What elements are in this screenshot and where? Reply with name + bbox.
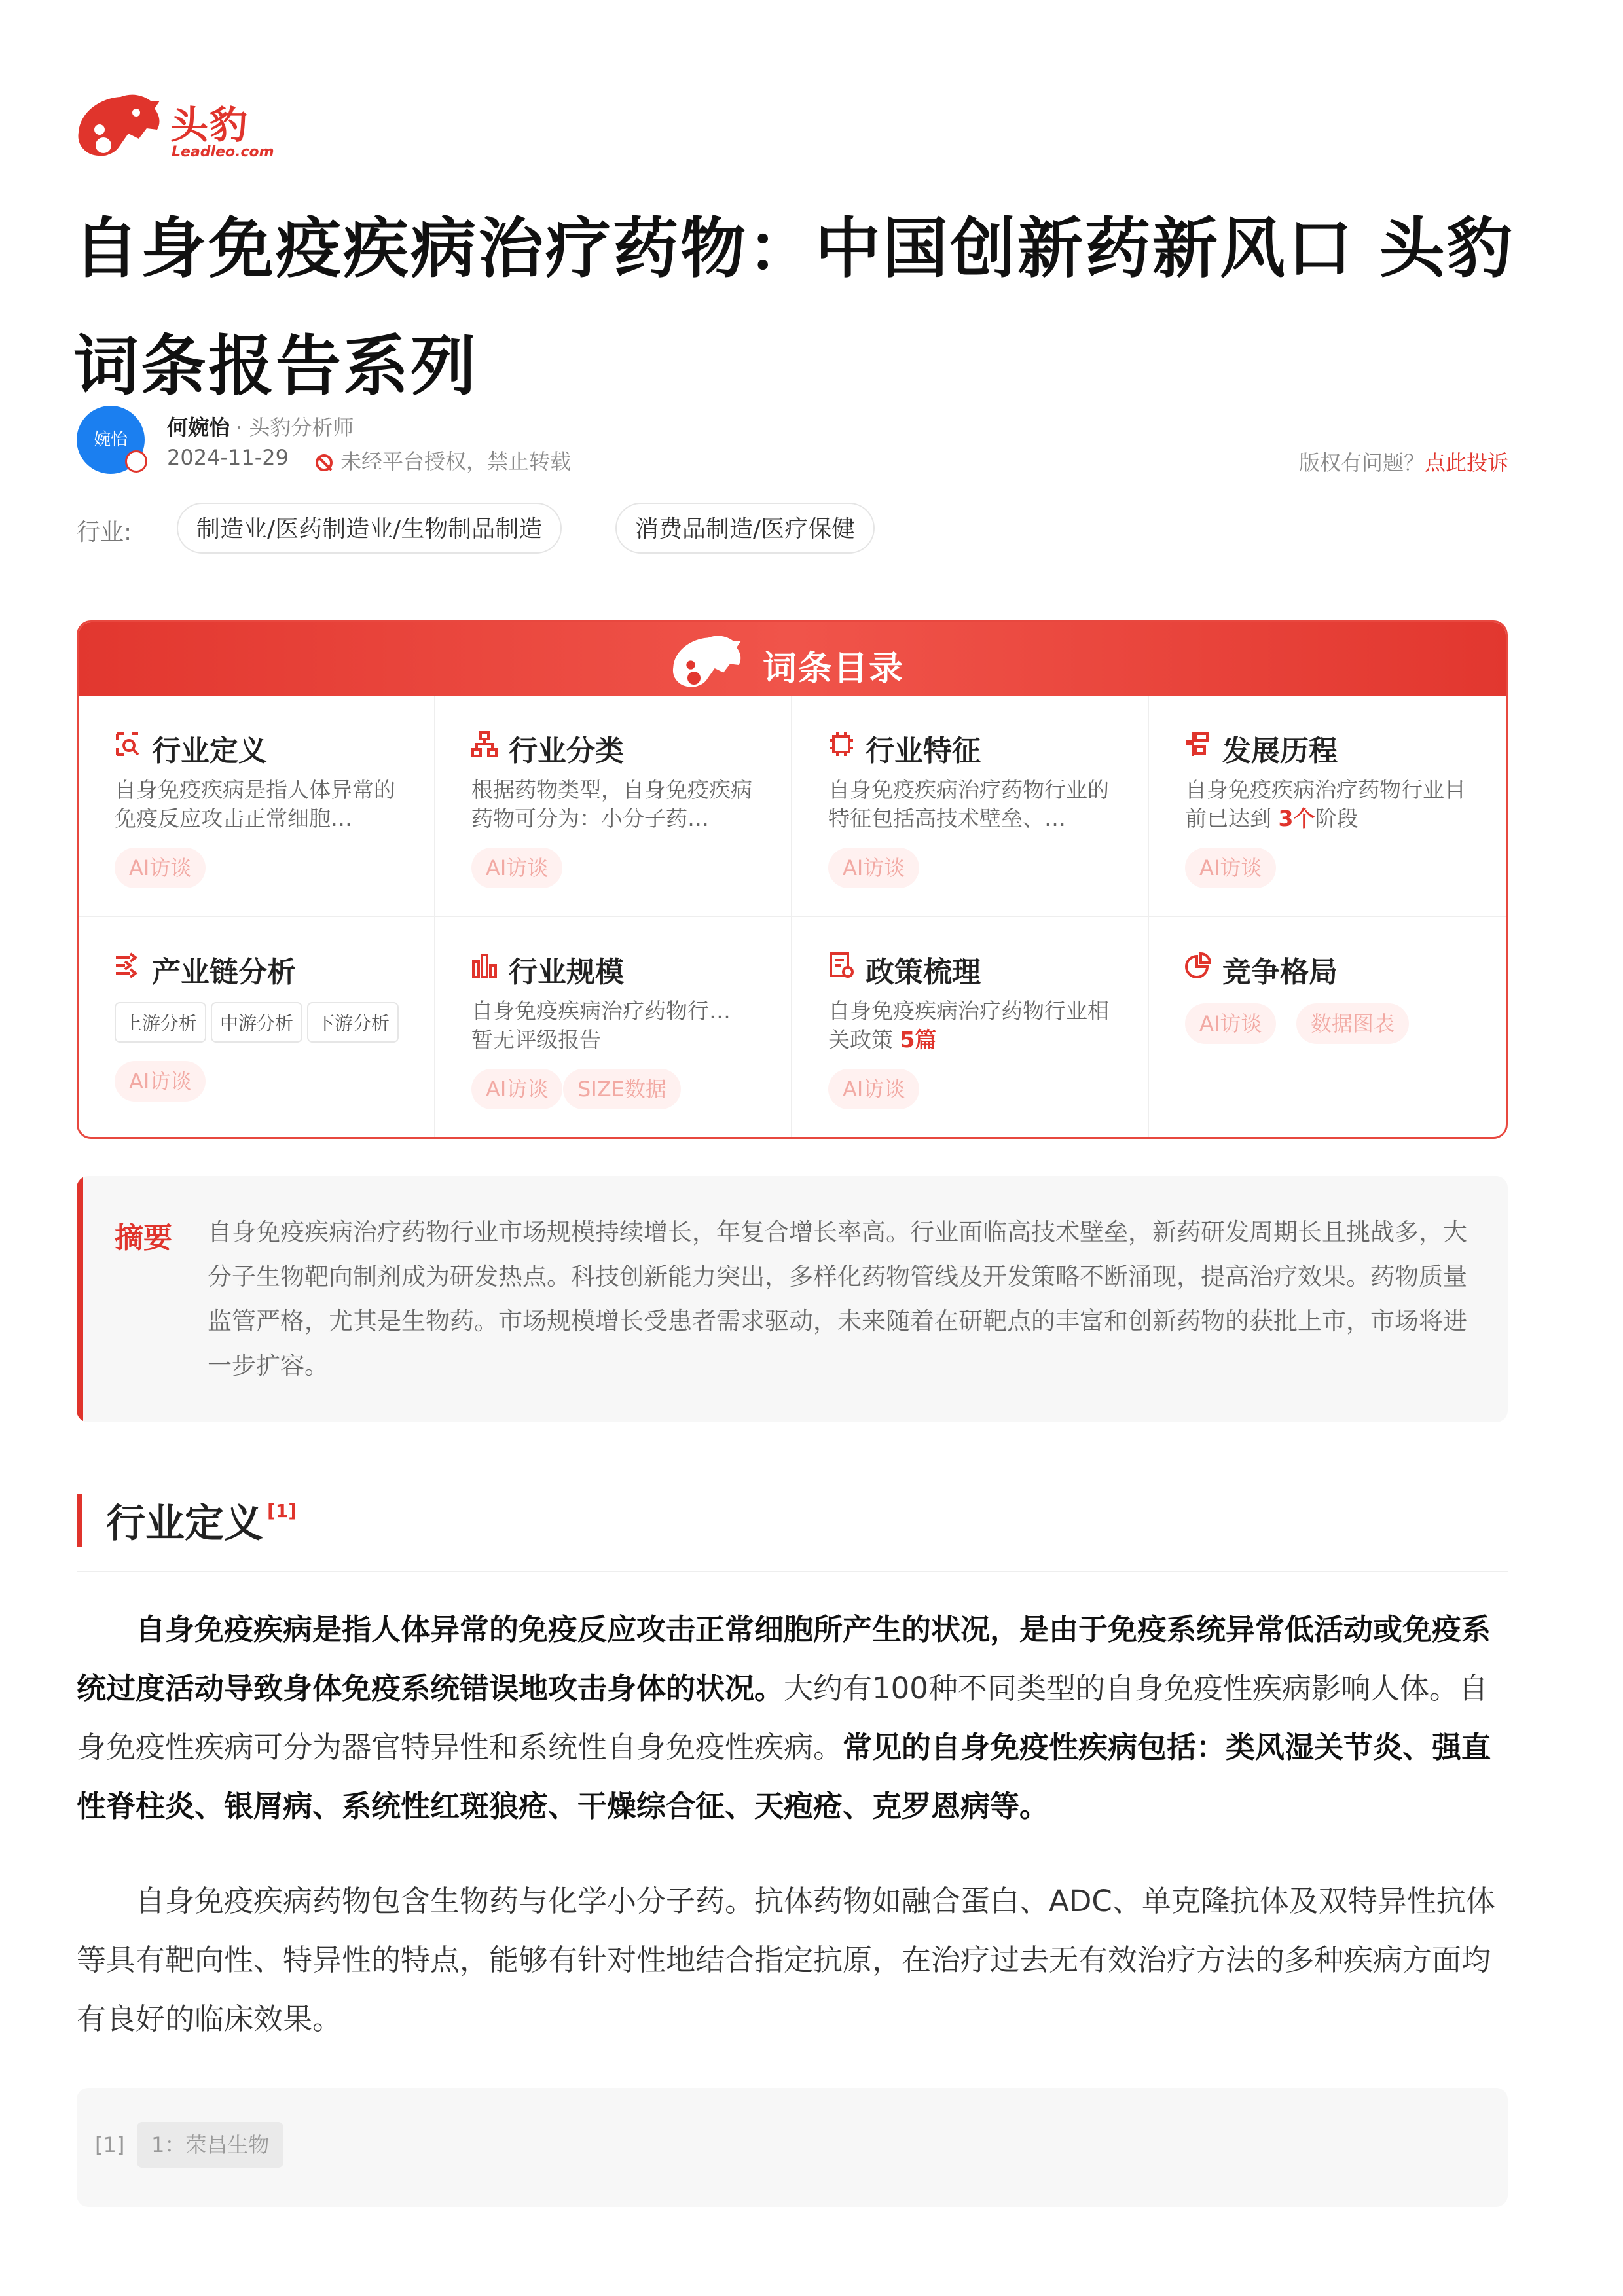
catalog-item-desc: 自身免疫疾病治疗药物行业的特征包括高技术壁垒、…: [828, 777, 1109, 831]
catalog-item-competition[interactable]: [1149, 917, 1506, 1138]
reference-number: [1]: [95, 2132, 125, 2157]
leopard-logo-icon: [668, 629, 746, 694]
catalog-item-features[interactable]: [792, 696, 1149, 917]
avatar[interactable]: [77, 406, 145, 474]
paragraph-1: [77, 1600, 1510, 1836]
bar-chart-icon: [471, 952, 498, 978]
bold-text: 自身免疫疾病是指人体异常的免疫反应攻击正常细胞所产生的状况，是由于免疫系统异常低活动或免疫系统过度活动导致身体免疫系统错误地攻击身体的状况。: [77, 1612, 1491, 1706]
midstream-tag[interactable]: 中游分析: [211, 1002, 302, 1043]
catalog-item-value-chain[interactable]: [79, 917, 435, 1138]
ai-interview-chip[interactable]: AI访谈: [828, 848, 919, 888]
ai-interview-chip[interactable]: AI访谈: [828, 1069, 919, 1109]
repost-notice-text: 未经平台授权，禁止转载: [340, 449, 572, 474]
avatar-text: 婉怡: [93, 430, 128, 450]
section-divider: [77, 1571, 1508, 1572]
citation-link[interactable]: [1]: [267, 1500, 297, 1522]
catalog-item-desc: 自身免疫疾病是指人体异常的免疫反应攻击正常细胞…: [115, 777, 395, 831]
brand-logo[interactable]: [73, 86, 274, 165]
section-title-text: 行业定义: [106, 1501, 263, 1547]
repost-notice: [316, 445, 571, 475]
catalog-item-market-size[interactable]: [435, 917, 792, 1138]
policy-doc-icon: [828, 952, 854, 978]
industry-label: 行业:: [77, 519, 132, 546]
catalog-title: 词条目录: [763, 649, 905, 689]
policy-count: 5篇: [900, 1027, 937, 1052]
catalog-item-desc: 根据药物类型，自身免疫疾病药物可分为：小分子药…: [471, 777, 752, 831]
ban-icon: [316, 454, 333, 471]
verified-badge-icon: [125, 450, 147, 473]
leopard-logo-icon: [73, 86, 165, 165]
paragraph-2: 自身免疫疾病药物包含生物药与化学小分子药。抗体药物如融合蛋白、ADC、单克隆抗体及双特异性抗体等具有靶向性、特异性的特点，能够有针对性地结合指定抗原，在治疗过去无有效治疗方法的多种疾病方面均有良好的临床效果。: [77, 1884, 1495, 2036]
hierarchy-icon: [471, 731, 498, 757]
catalog-item-title: 竞争格局: [1222, 956, 1338, 989]
desc-text: 自身免疫疾病治疗药物行业相关政策: [828, 998, 1109, 1052]
ai-interview-chip[interactable]: AI访谈: [115, 1061, 206, 1102]
data-chart-chip[interactable]: 数据图表: [1296, 1003, 1409, 1044]
section-title: [106, 1492, 297, 1549]
catalog-panel: [77, 620, 1508, 1139]
author-role: · 头豹分析师: [236, 415, 354, 440]
catalog-item-title: 行业分类: [509, 734, 624, 768]
publish-date: 2024-11-29: [167, 445, 289, 470]
summary-accent: [77, 1176, 83, 1422]
desc-text: 自身免疫疾病治疗药物行业目前已达到: [1185, 777, 1466, 831]
brand-site: Leadleo.com: [172, 144, 274, 160]
catalog-item-title: 政策梳理: [866, 956, 981, 989]
catalog-item-title: 行业规模: [509, 956, 624, 989]
ai-interview-chip[interactable]: AI访谈: [1185, 848, 1276, 888]
industry-tag[interactable]: 制造业/医药制造业/生物制品制造: [177, 503, 562, 554]
downstream-tag[interactable]: 下游分析: [307, 1002, 399, 1043]
catalog-item-title: 发展历程: [1222, 734, 1338, 768]
copyright-notice: [1299, 446, 1508, 476]
timeline-icon: [1185, 731, 1211, 757]
summary-text: 自身免疫疾病治疗药物行业市场规模持续增长，年复合增长率高。行业面临高技术壁垒，新药研发周期长且挑战多，大分子生物靶向制剂成为研发热点。科技创新能力突出，多样化药物管线及开发策略不断涌现，提高治疗效果。药物质量监管严格，尤其是生物药。市场规模增长受患者需求驱动，未来随着在研靶点的丰富和创新药物的获批上市，市场将进一步扩容。: [208, 1218, 1467, 1380]
summary-label: 摘要: [115, 1221, 172, 1255]
copyright-question: 版权有问题？: [1298, 450, 1425, 475]
ai-interview-chip[interactable]: AI访谈: [115, 848, 206, 888]
ai-interview-chip[interactable]: AI访谈: [471, 848, 562, 888]
chain-icon: [115, 952, 141, 978]
catalog-item-title: 行业定义: [152, 734, 267, 768]
bold-text: 常见的自身免疫性疾病包括：类风湿关节炎、强直性脊柱炎、银屑病、系统性红斑狼疮、干燥综合征、天疱疮、克罗恩病等。: [77, 1730, 1491, 1823]
upstream-tag[interactable]: 上游分析: [115, 1002, 206, 1043]
reference-item[interactable]: 1：荣昌生物: [137, 2122, 283, 2168]
report-link[interactable]: 点此投诉: [1424, 450, 1508, 475]
catalog-item-history[interactable]: [1149, 696, 1506, 917]
stage-count: 3个: [1278, 806, 1315, 831]
search-doc-icon: [115, 731, 141, 757]
catalog-item-policy[interactable]: [792, 917, 1149, 1138]
normal-text: 大约有100种不同类型的自身免疫性疾病影响人体。自身免疫性疾病可分为器官特异性和系统性自身免疫性疾病。: [77, 1671, 1488, 1765]
references-box: [77, 2088, 1508, 2207]
size-data-chip[interactable]: SIZE数据: [563, 1069, 681, 1109]
chip-icon: [828, 731, 854, 757]
catalog-item-title: 行业特征: [866, 734, 981, 768]
catalog-item-desc: [828, 997, 1116, 1054]
catalog-item-title: 产业链分析: [152, 956, 296, 989]
summary-box: [77, 1176, 1508, 1422]
section-accent: [77, 1494, 82, 1547]
catalog-item-desc: [1185, 776, 1473, 833]
page-title: 自身免疫疾病治疗药物：中国创新药新风口 头豹词条报告系列: [73, 210, 1514, 404]
ai-interview-chip[interactable]: AI访谈: [471, 1069, 562, 1109]
catalog-item-definition[interactable]: [79, 696, 435, 917]
author-name[interactable]: 何婉怡: [167, 415, 230, 440]
ai-interview-chip[interactable]: AI访谈: [1185, 1003, 1276, 1044]
brand-name: 头豹: [170, 103, 249, 147]
industry-tag[interactable]: 消费品制造/医疗保健: [615, 503, 875, 554]
catalog-header: [79, 622, 1506, 696]
catalog-item-desc: 自身免疫疾病治疗药物行… 暂无评级报告: [471, 998, 731, 1052]
desc-text: 阶段: [1315, 806, 1359, 831]
pie-chart-icon: [1185, 952, 1211, 978]
catalog-item-classification[interactable]: [435, 696, 792, 917]
